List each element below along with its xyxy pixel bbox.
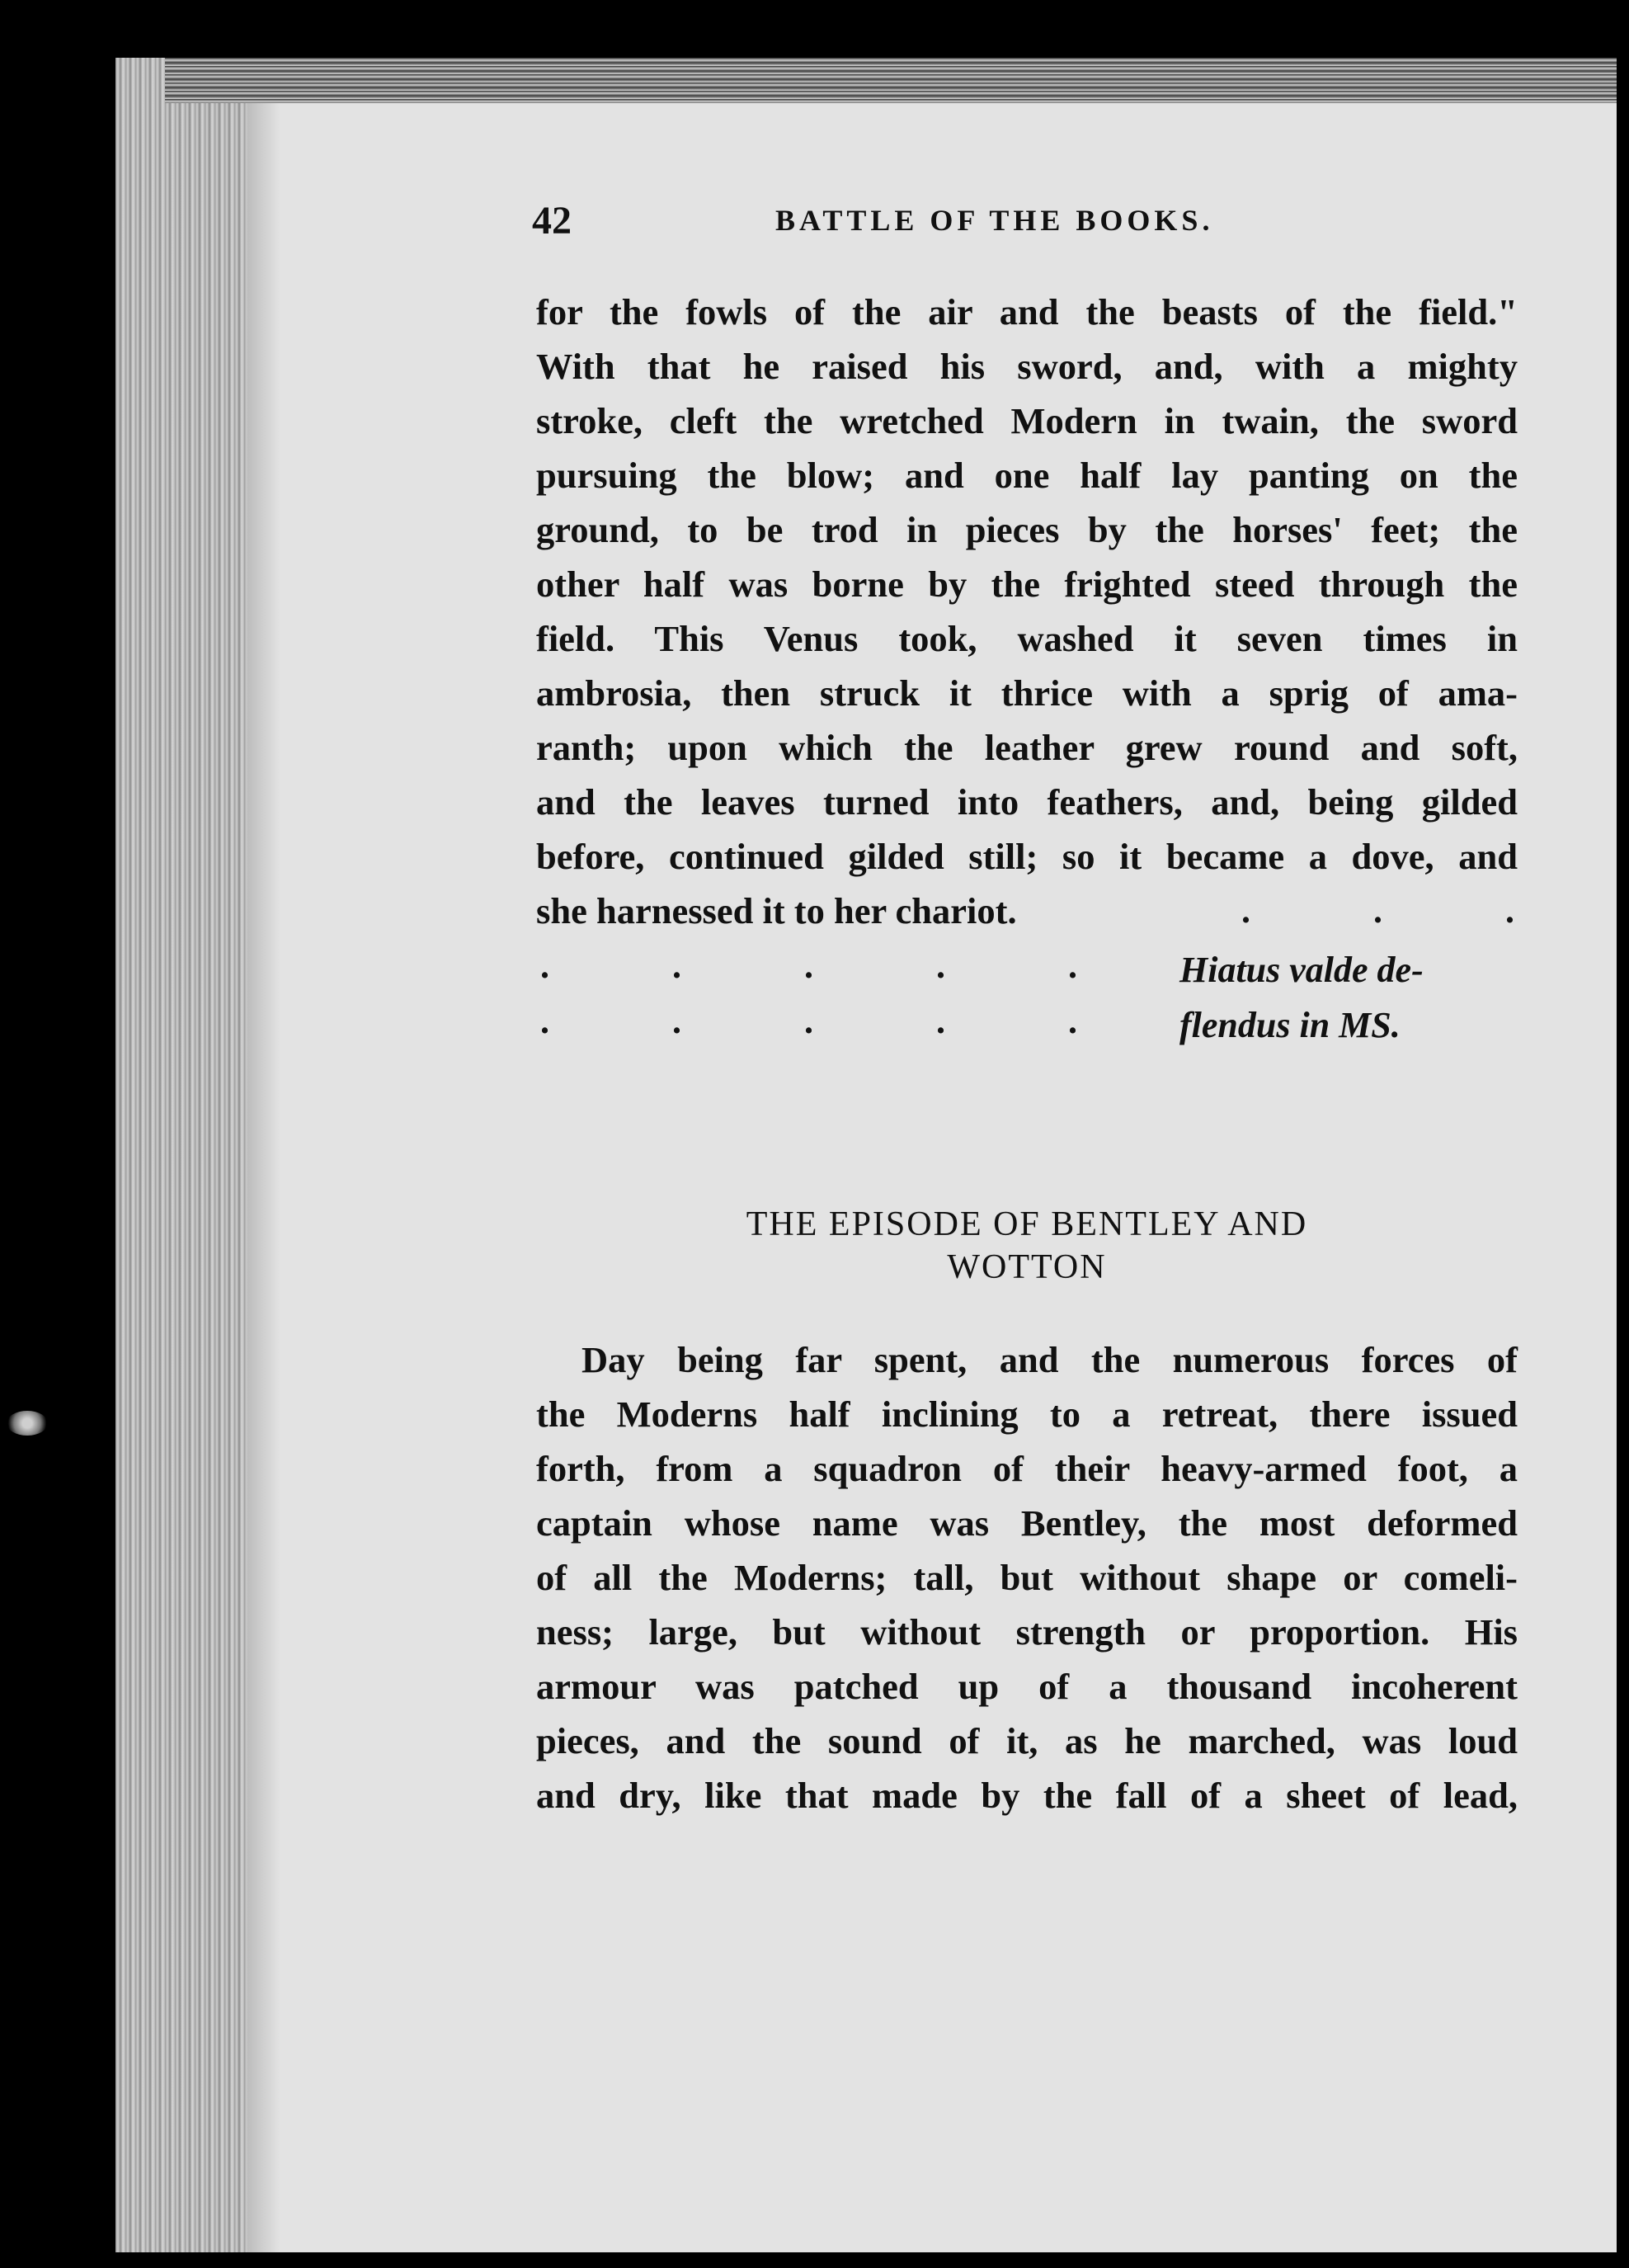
hiatus-note-line-2: flendus in MS. (1179, 1005, 1401, 1045)
ellipsis-dot: . (804, 1001, 813, 1041)
ellipsis-dot: . (804, 945, 813, 986)
text-line: captain whose name was Bentley, the most deformed (536, 1502, 1518, 1544)
hiatus-note-line-1: Hiatus valde de- (1179, 950, 1424, 990)
text-line: ranth; upon which the leather grew round and soft, (536, 727, 1518, 768)
text-line: before, continued gilded still; so it became a dove, and (536, 836, 1518, 877)
text-line: Day being far spent, and the numerous forces of (581, 1339, 1518, 1380)
page-edges-top (165, 58, 1617, 103)
text-line: pursuing the blow; and one half lay panting on the (536, 455, 1518, 496)
ellipsis-dot: . (672, 1001, 681, 1041)
text-line: of all the Moderns; tall, but without shape or comeli- (536, 1557, 1518, 1598)
ellipsis-dot: . (936, 1001, 945, 1041)
text-line: she harnessed it to her chariot. (536, 890, 1017, 931)
ellipsis-dot: . (540, 945, 549, 986)
ellipsis-dot: . (540, 1001, 549, 1041)
text-line: forth, from a squadron of their heavy-armed foot, a (536, 1448, 1518, 1489)
passage-2 (536, 1332, 1518, 1822)
section-title-line-1: THE EPISODE OF BENTLEY AND (746, 1205, 1308, 1243)
ellipsis-dot: . (1241, 890, 1250, 931)
page-edges (115, 58, 247, 2252)
text-line: the Moderns half inclining to a retreat, there issued (536, 1393, 1518, 1435)
section-title (536, 1205, 1518, 1287)
ellipsis-dot: . (1068, 945, 1077, 986)
text-line: ground, to be trod in pieces by the horses' feet; the (536, 509, 1518, 550)
text-line: ambrosia, then struck it thrice with a sprig of ama- (536, 672, 1518, 714)
text-line: other half was borne by the frighted steed through the (536, 563, 1518, 605)
text-line: ness; large, but without strength or proportion. His (536, 1611, 1518, 1653)
ellipsis-dot: . (1068, 1001, 1077, 1041)
page-header (532, 198, 1505, 256)
passage-1 (536, 285, 1518, 938)
text-line: and dry, like that made by the fall of a sheet of lead, (536, 1775, 1518, 1816)
text-line: armour was patched up of a thousand incoherent (536, 1666, 1518, 1707)
text-line: field. This Venus took, washed it seven times in (536, 618, 1518, 659)
section-title-line-2: WOTTON (947, 1248, 1107, 1286)
text-line: stroke, cleft the wretched Modern in twain, the sword (536, 400, 1518, 441)
text-line: for the fowls of the air and the beasts of the field." (536, 291, 1518, 332)
running-head: BATTLE OF THE BOOKS. (775, 204, 1214, 237)
text-line: With that he raised his sword, and, with a mighty (536, 346, 1518, 387)
text-line: and the leaves turned into feathers, and, being gilded (536, 781, 1518, 823)
ellipsis-dot: . (1373, 890, 1382, 931)
ellipsis-dot: . (936, 945, 945, 986)
page-number: 42 (532, 199, 572, 243)
ellipsis-dot: . (672, 945, 681, 986)
ellipsis-dot: . (1505, 890, 1514, 931)
spine-shadow (247, 103, 280, 2252)
scan-artifact (7, 1411, 48, 1436)
text-line: pieces, and the sound of it, as he marched, was loud (536, 1720, 1518, 1761)
